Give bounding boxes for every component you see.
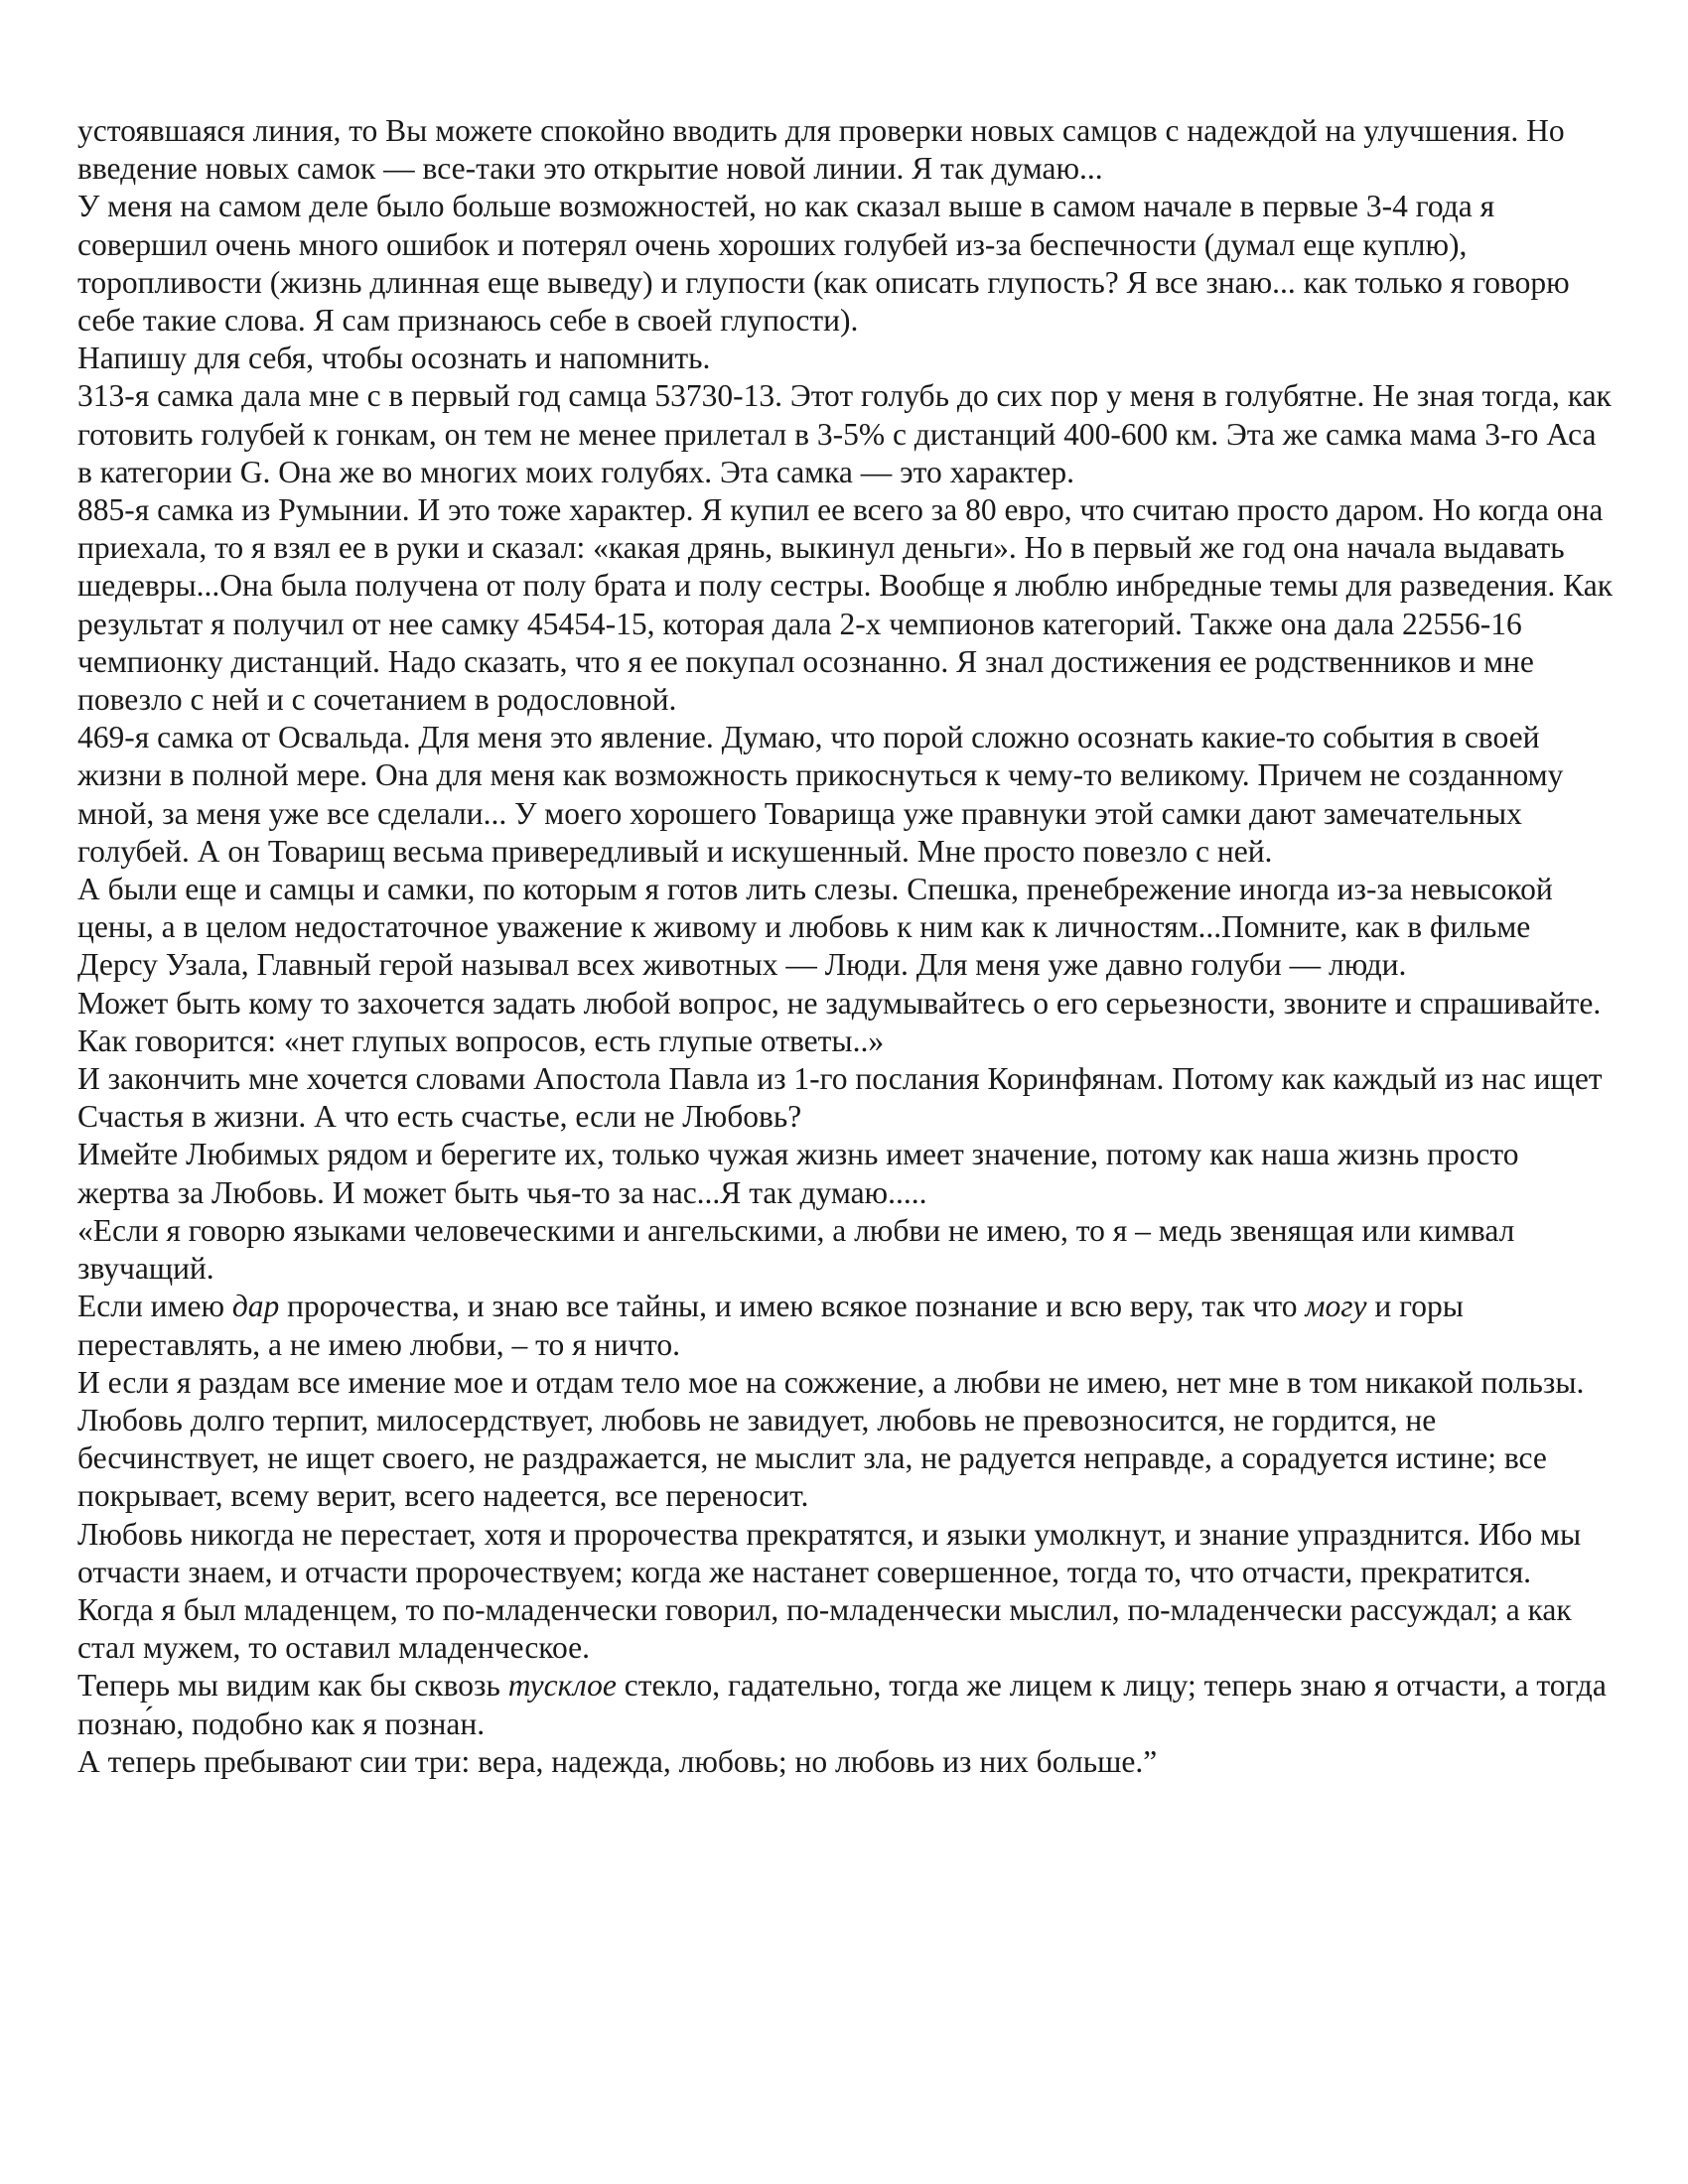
paragraph: Имейте Любимых рядом и берегите их, только чужая жизнь имеет значение, потому как наша жизнь просто жертва за Любовь. И может быть чья-то за нас...Я так думаю..... [77, 1137, 1519, 1210]
quote-paragraph: Любовь никогда не перестает, хотя и пророчества прекратятся, и языки умолкнут, и знание упразднится. Ибо мы отчасти знаем, и отчасти пророчествуем; когда же настанет совершенное, тогда то, что отчасти, прекратится. [77, 1516, 1582, 1589]
italic-text: тусклое [507, 1668, 617, 1704]
paragraph: И закончить мне хочется словами Апостола Павла из 1-го послания Коринфянам. Потому как каждый из нас ищет Счастья в жизни. А что есть счастье, если не Любовь? [77, 1061, 1603, 1135]
paragraph: устоявшаяся линия, то Вы можете спокойно вводить для проверки новых самцов с надеждой на улучшения. Но введение новых самок — все-таки это открытие новой линии. Я так думаю... [77, 113, 1565, 187]
text-run: и горы переставлять, а не имею любви, – то я ничто. [77, 1289, 1464, 1362]
document-page [77, 112, 1618, 1781]
quote-paragraph [77, 1667, 1618, 1742]
quote-paragraph: А теперь пребывают сии три: вера, надежда, любовь; но любовь из них больше.” [77, 1743, 1158, 1779]
text-run: Если имею [77, 1289, 232, 1324]
text-run: стекло, гадательно, тогда же лицем к лицу; теперь знаю я отчасти, а тогда позна́ю, подобно как я познан. [77, 1668, 1607, 1741]
quote-paragraph: «Если я говорю языками человеческими и ангельскими, а любви не имею, то я – медь звенящая или кимвал звучащий. [77, 1212, 1515, 1287]
quote-paragraph: Любовь долго терпит, милосердствует, любовь не завидует, любовь не превозносится, не гордится, не бесчинствует, не ищет своего, не раздражается, не мыслит зла, не радуется неправде, а сорадуется истине; все покрывает, всему верит, всего надеется, все переносит. [77, 1402, 1547, 1514]
text-run: Теперь мы видим как бы сквозь [77, 1668, 508, 1704]
paragraph: А были еще и самцы и самки, по которым я готов лить слезы. Спешка, пренебрежение иногда из-за невысокой цены, а в целом недостаточное уважение к живому и любовь к ним как к личностям...Помните, как в фильме Дерсу Узала, Главный герой называл всех животных — Люди. Для меня уже давно голуби — люди. [77, 872, 1553, 983]
italic-text: дар [231, 1289, 280, 1324]
paragraph: У меня на самом деле было больше возможностей, но как сказал выше в самом начале в первые 3-4 года я совершил очень много ошибок и потерял очень хороших голубей из-за беспечности (думал еще куплю), торопливости (жизнь длинная еще выведу) и глупости (как описать глупость? Я все знаю... как только я говорю себе такие слова. Я сам признаюсь себе в своей глупости). [77, 189, 1570, 339]
paragraph: 469-я самка от Освальда. Для меня это явление. Думаю, что порой сложно осознать какие-то события в своей жизни в полной мере. Она для меня как возможность прикоснуться к чему-то великому. Причем не созданному мной, за меня уже все сделали... У моего хорошего Товарища уже правнуки этой самки дают замечательных голубей. А он Товарищ весьма привередливый и искушенный. Мне просто повезло с ней. [77, 720, 1564, 869]
paragraph: Может быть кому то захочется задать любой вопрос, не задумывайтесь о его серьезности, звоните и спрашивайте. Как говорится: «нет глупых вопросов, есть глупые ответы..» [77, 985, 1602, 1058]
text-run: пророчества, и знаю все тайны, и имею всякое познание и всю веру, так что [279, 1289, 1306, 1324]
paragraph: Напишу для себя, чтобы осознать и напомнить. [77, 341, 711, 376]
paragraph: 885-я самка из Румынии. И это тоже характер. Я купил ее всего за 80 евро, что считаю просто даром. Но когда она приехала, то я взял ее в руки и сказал: «какая дрянь, выкинул деньги». Но в первый же год она начала выдавать шедевры...Она была получена от полу брата и полу сестры. Вообще я люблю инбредные темы для разведения. Как результат я получил от нее самку 45454-15, которая дала 2-х чемпионов категорий. Также она дала 22556-16 чемпионку дистанций. Надо сказать, что я ее покупал осознанно. Я знал достижения ее родственников и мне повезло с ней и с сочетанием в родословной. [77, 492, 1614, 718]
quote-paragraph: Когда я был младенцем, то по-младенчески говорил, по-младенчески мыслил, по-младенчески рассуждал; а как стал мужем, то оставил младенческое. [77, 1591, 1572, 1666]
quote-paragraph [77, 1288, 1618, 1363]
quote-paragraph: И если я раздам все имение мое и отдам тело мое на сожжение, а любви не имею, нет мне в том никакой пользы. [77, 1364, 1585, 1400]
paragraph: 313-я самка дала мне с в первый год самца 53730-13. Этот голубь до сих пор у меня в голубятне. Не зная тогда, как готовить голубей к гонкам, он тем не менее прилетал в 3-5% с дистанций 400-600 км. Эта же самка мама 3-го Аса в категории G. Она же во многих моих голубях. Эта самка — это характер. [77, 378, 1612, 489]
italic-text: могу [1305, 1289, 1367, 1324]
